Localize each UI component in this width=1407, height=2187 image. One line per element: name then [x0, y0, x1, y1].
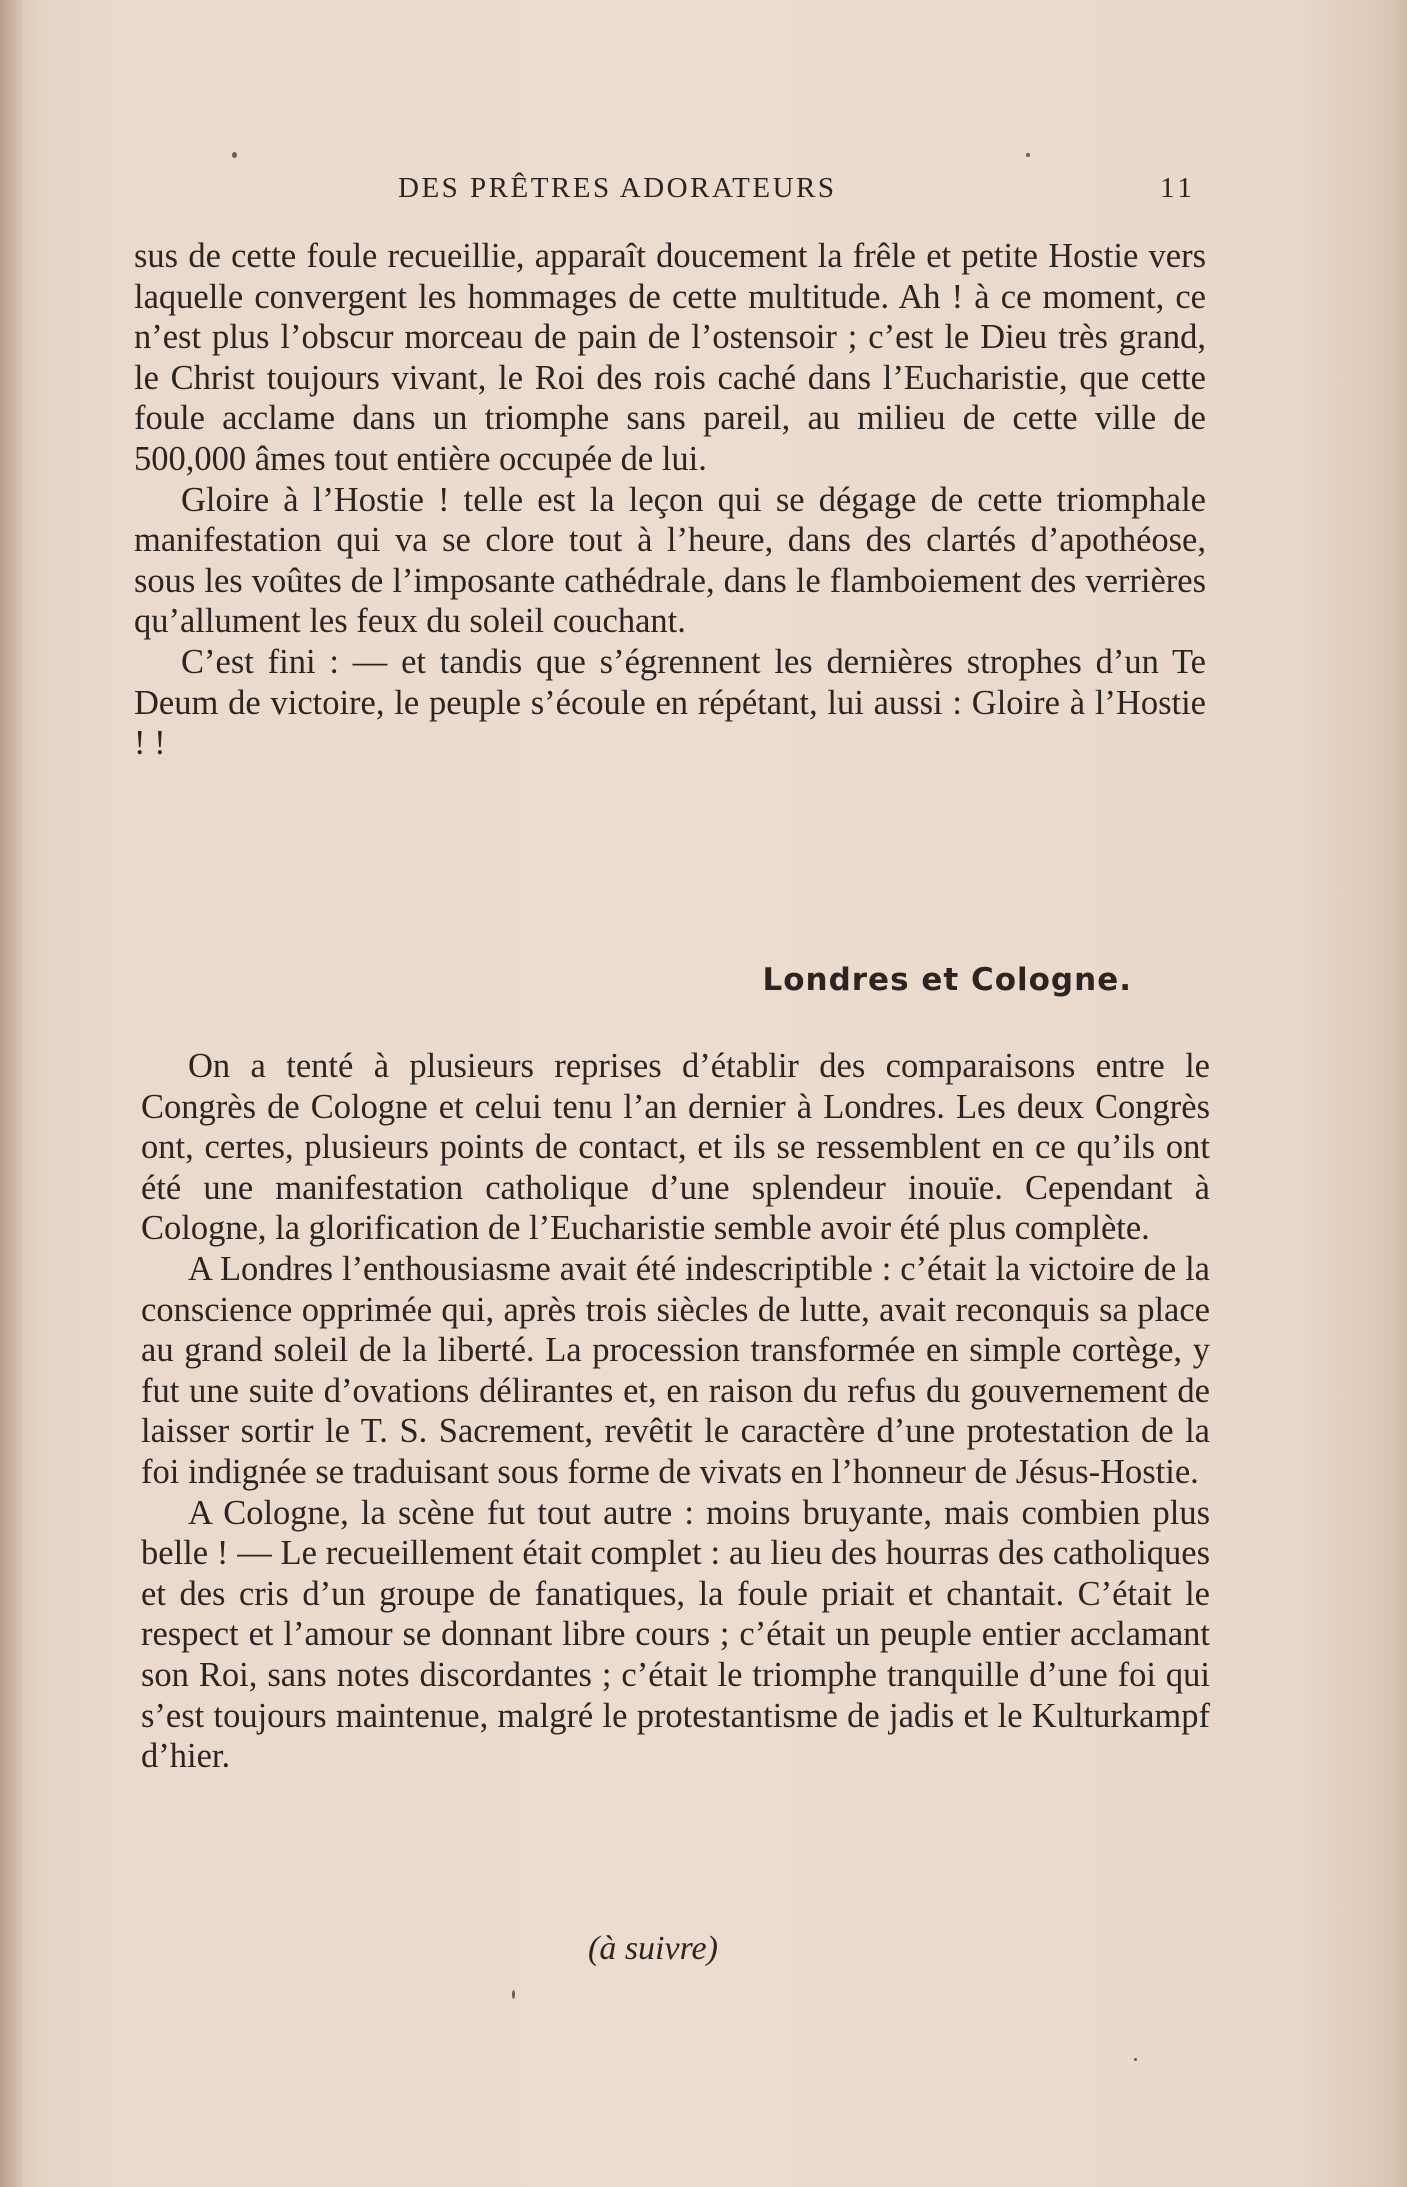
- paragraph: C’est fini : — et tandis que s’égrennent les dernières strophes d’un Te Deum de victoire, le peuple s’écoule en répétant, lui aussi : Gloire à l’Hostie ! !: [134, 642, 1206, 763]
- paragraph: sus de cette foule recueillie, apparaît doucement la frêle et petite Hostie vers laquelle convergent les hommages de cette multitude. Ah ! à ce moment, ce n’est plus l’obscur morceau de pain de l’ostensoir ; c’est le Dieu très grand, le Christ toujours vivant, le Roi des rois caché dans l’Eucharistie, que cette foule acclame dans un triomphe sans pareil, au milieu de cette ville de 500,000 âmes tout entière occupée de lui.: [134, 237, 1206, 478]
- paragraph: A Londres l’enthousiasme avait été indescriptible : c’était la victoire de la conscience opprimée qui, après trois siècles de lutte, avait reconquis sa place au grand soleil de la liberté. La procession transformée en simple cortège, y fut une suite d’ovations délirantes et, en raison du refus du gouvernement de laisser sortir le T. S. Sacrement, revêtit le caractère d’une protestation de la foi indignée se traduisant sous forme de vivats en l’honneur de Jésus-Hostie.: [141, 1249, 1210, 1491]
- continuation-note: (à suivre): [588, 1930, 718, 1967]
- body-text-part1: [134, 236, 1206, 764]
- paper-speck: [1134, 2058, 1137, 2061]
- body-text-part2: [141, 944, 1210, 1777]
- paragraph: On a tenté à plusieurs reprises d’établir des comparaisons entre le Congrès de Cologne et celui tenu l’an dernier à Londres. Les deux Congrès ont, certes, plusieurs points de contact, et ils se ressemblent en ce qu’ils ont été une manifestation catholique d’une splendeur inouïe. Cependant à Cologne, la glorification de l’Eucharistie semble avoir été plus complète.: [141, 1047, 1210, 1248]
- page-number: 11: [1160, 172, 1196, 204]
- running-title: DES PRÊTRES ADORATEURS: [398, 172, 837, 204]
- paper-speck: [512, 1990, 515, 1999]
- paper-speck: [1026, 153, 1030, 157]
- page-spine-shadow: [0, 0, 22, 2187]
- paragraph: Gloire à l’Hostie ! telle est la leçon qui se dégage de cette triomphale manifestation qui va se clore tout à l’heure, dans des clartés d’apothéose, sous les voûtes de l’imposante cathédrale, dans le flamboiement des verrières qu’allument les feux du soleil couchant.: [134, 480, 1206, 641]
- section-heading: Londres et Cologne.: [762, 962, 1132, 998]
- paper-speck: [232, 152, 237, 158]
- paragraph: A Cologne, la scène fut tout autre : moins bruyante, mais combien plus belle ! — Le recueillement était complet : au lieu des hourras des catholiques et des cris d’un groupe de fanatiques, la foule priait et chantait. C’était le respect et l’amour se donnant libre cours ; c’était un peuple entier acclamant son Roi, sans notes discordantes ; c’était le triomphe tranquille d’une foi qui s’est toujours maintenue, malgré le protestantisme de jadis et le Kulturkampf d’hier.: [141, 1493, 1210, 1776]
